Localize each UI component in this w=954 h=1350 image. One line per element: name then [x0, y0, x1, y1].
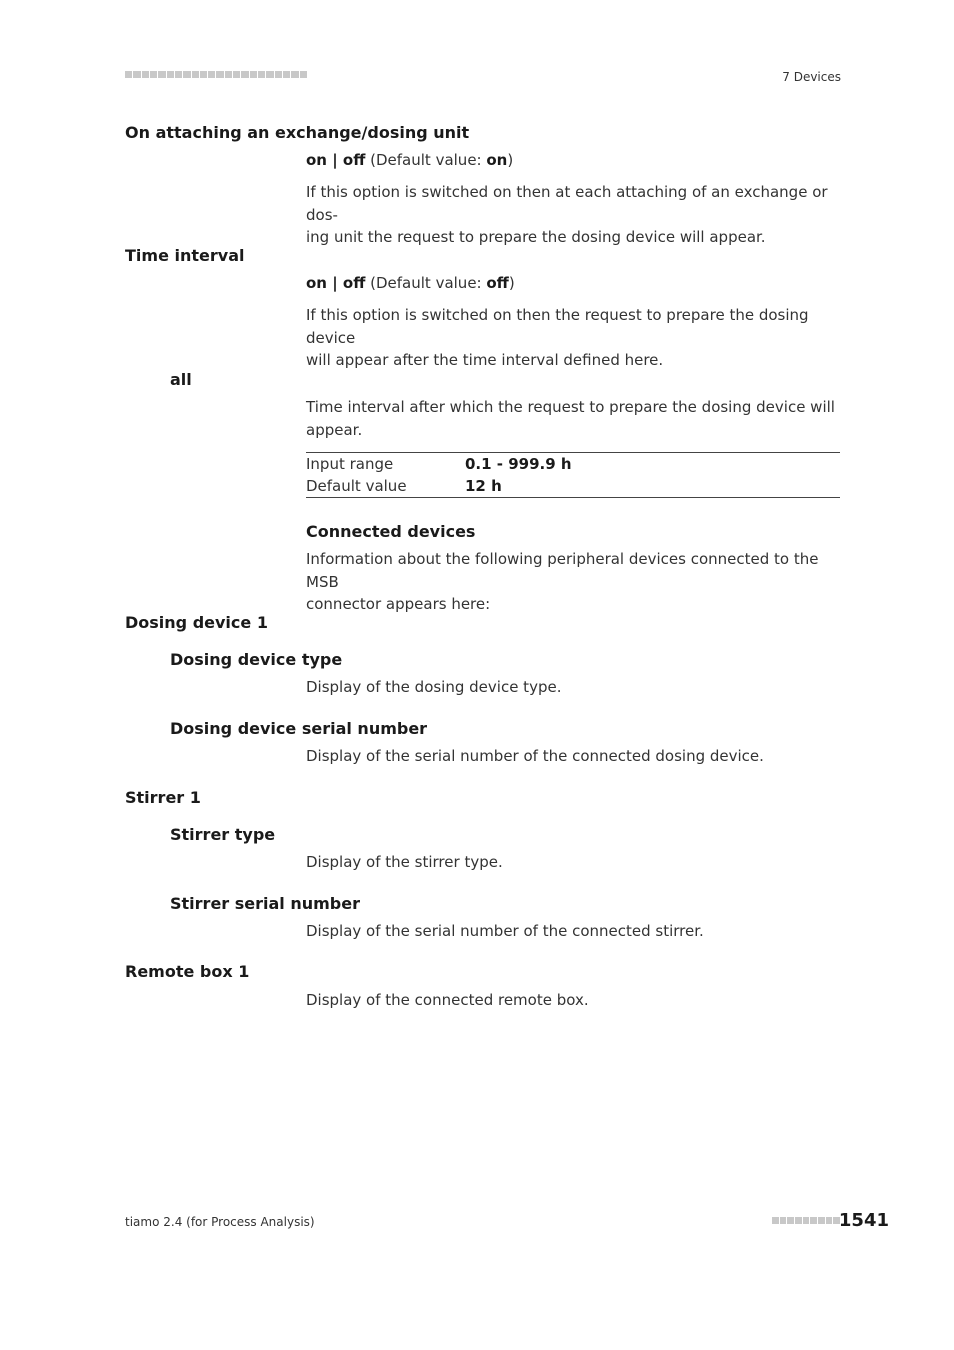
description-remote-box: Display of the connected remote box.	[306, 991, 589, 1009]
option-suffix: )	[507, 151, 514, 169]
option-values: on | off	[306, 274, 366, 292]
subsection-title-stirrer-serial: Stirrer serial number	[170, 894, 360, 913]
footer-product: tiamo 2.4 (for Process Analysis)	[125, 1215, 315, 1229]
section-title-stirrer: Stirrer 1	[125, 788, 201, 807]
description-all	[306, 396, 841, 441]
description-stirrer-type: Display of the stirrer type.	[306, 853, 503, 871]
subsection-title-dosing-device-type: Dosing device type	[170, 650, 343, 669]
subsection-title-all: all	[170, 370, 192, 389]
description-line: will appear after the time interval defined here.	[306, 351, 664, 369]
description-line: appear.	[306, 420, 363, 439]
description-stirrer-serial: Display of the serial number of the connected stirrer.	[306, 922, 704, 940]
description-time-interval	[306, 304, 841, 372]
table-row	[306, 453, 840, 475]
table-value: 0.1 - 999.9 h	[465, 455, 572, 473]
table-value: 12 h	[465, 477, 502, 495]
option-values: on | off	[306, 151, 366, 169]
option-exchange	[306, 149, 841, 172]
option-default-value: on	[486, 151, 508, 169]
table-key: Default value	[306, 477, 407, 495]
description-line: ing unit the request to prepare the dosing device will appear.	[306, 228, 766, 246]
option-default-prefix: (Default value:	[365, 274, 487, 292]
option-default-prefix: (Default value:	[365, 151, 487, 169]
option-default-value: off	[486, 274, 509, 292]
subsection-title-connected-devices: Connected devices	[306, 522, 476, 541]
header-decoration	[125, 70, 307, 80]
section-title-dosing-device: Dosing device 1	[125, 613, 268, 632]
description-line: If this option is switched on then the request to prepare the dosing device	[306, 306, 809, 347]
section-title-remote-box: Remote box 1	[125, 962, 250, 981]
header-chapter: 7 Devices	[782, 70, 841, 84]
description-line: Time interval after which the request to prepare the dosing device will	[306, 398, 835, 416]
table-key: Input range	[306, 455, 394, 473]
option-suffix: )	[508, 274, 515, 292]
table-row	[306, 475, 840, 497]
description-exchange	[306, 181, 841, 249]
description-dosing-device-serial: Display of the serial number of the connected dosing device.	[306, 747, 764, 765]
section-title-time-interval: Time interval	[125, 246, 245, 265]
description-connected-devices	[306, 548, 841, 616]
description-line: connector appears here:	[306, 595, 491, 613]
option-time-interval	[306, 272, 841, 295]
description-line: Information about the following peripheral devices connected to the MSB	[306, 550, 819, 591]
page-number: 1541	[838, 1210, 889, 1231]
subsection-title-stirrer-type: Stirrer type	[170, 825, 276, 844]
parameter-table	[306, 452, 840, 498]
section-title-exchange: On attaching an exchange/dosing unit	[125, 123, 470, 142]
description-line: If this option is switched on then at each attaching of an exchange or dos-	[306, 183, 828, 224]
subsection-title-dosing-device-serial: Dosing device serial number	[170, 719, 428, 738]
footer-decoration	[772, 1216, 840, 1226]
description-dosing-device-type: Display of the dosing device type.	[306, 678, 562, 696]
